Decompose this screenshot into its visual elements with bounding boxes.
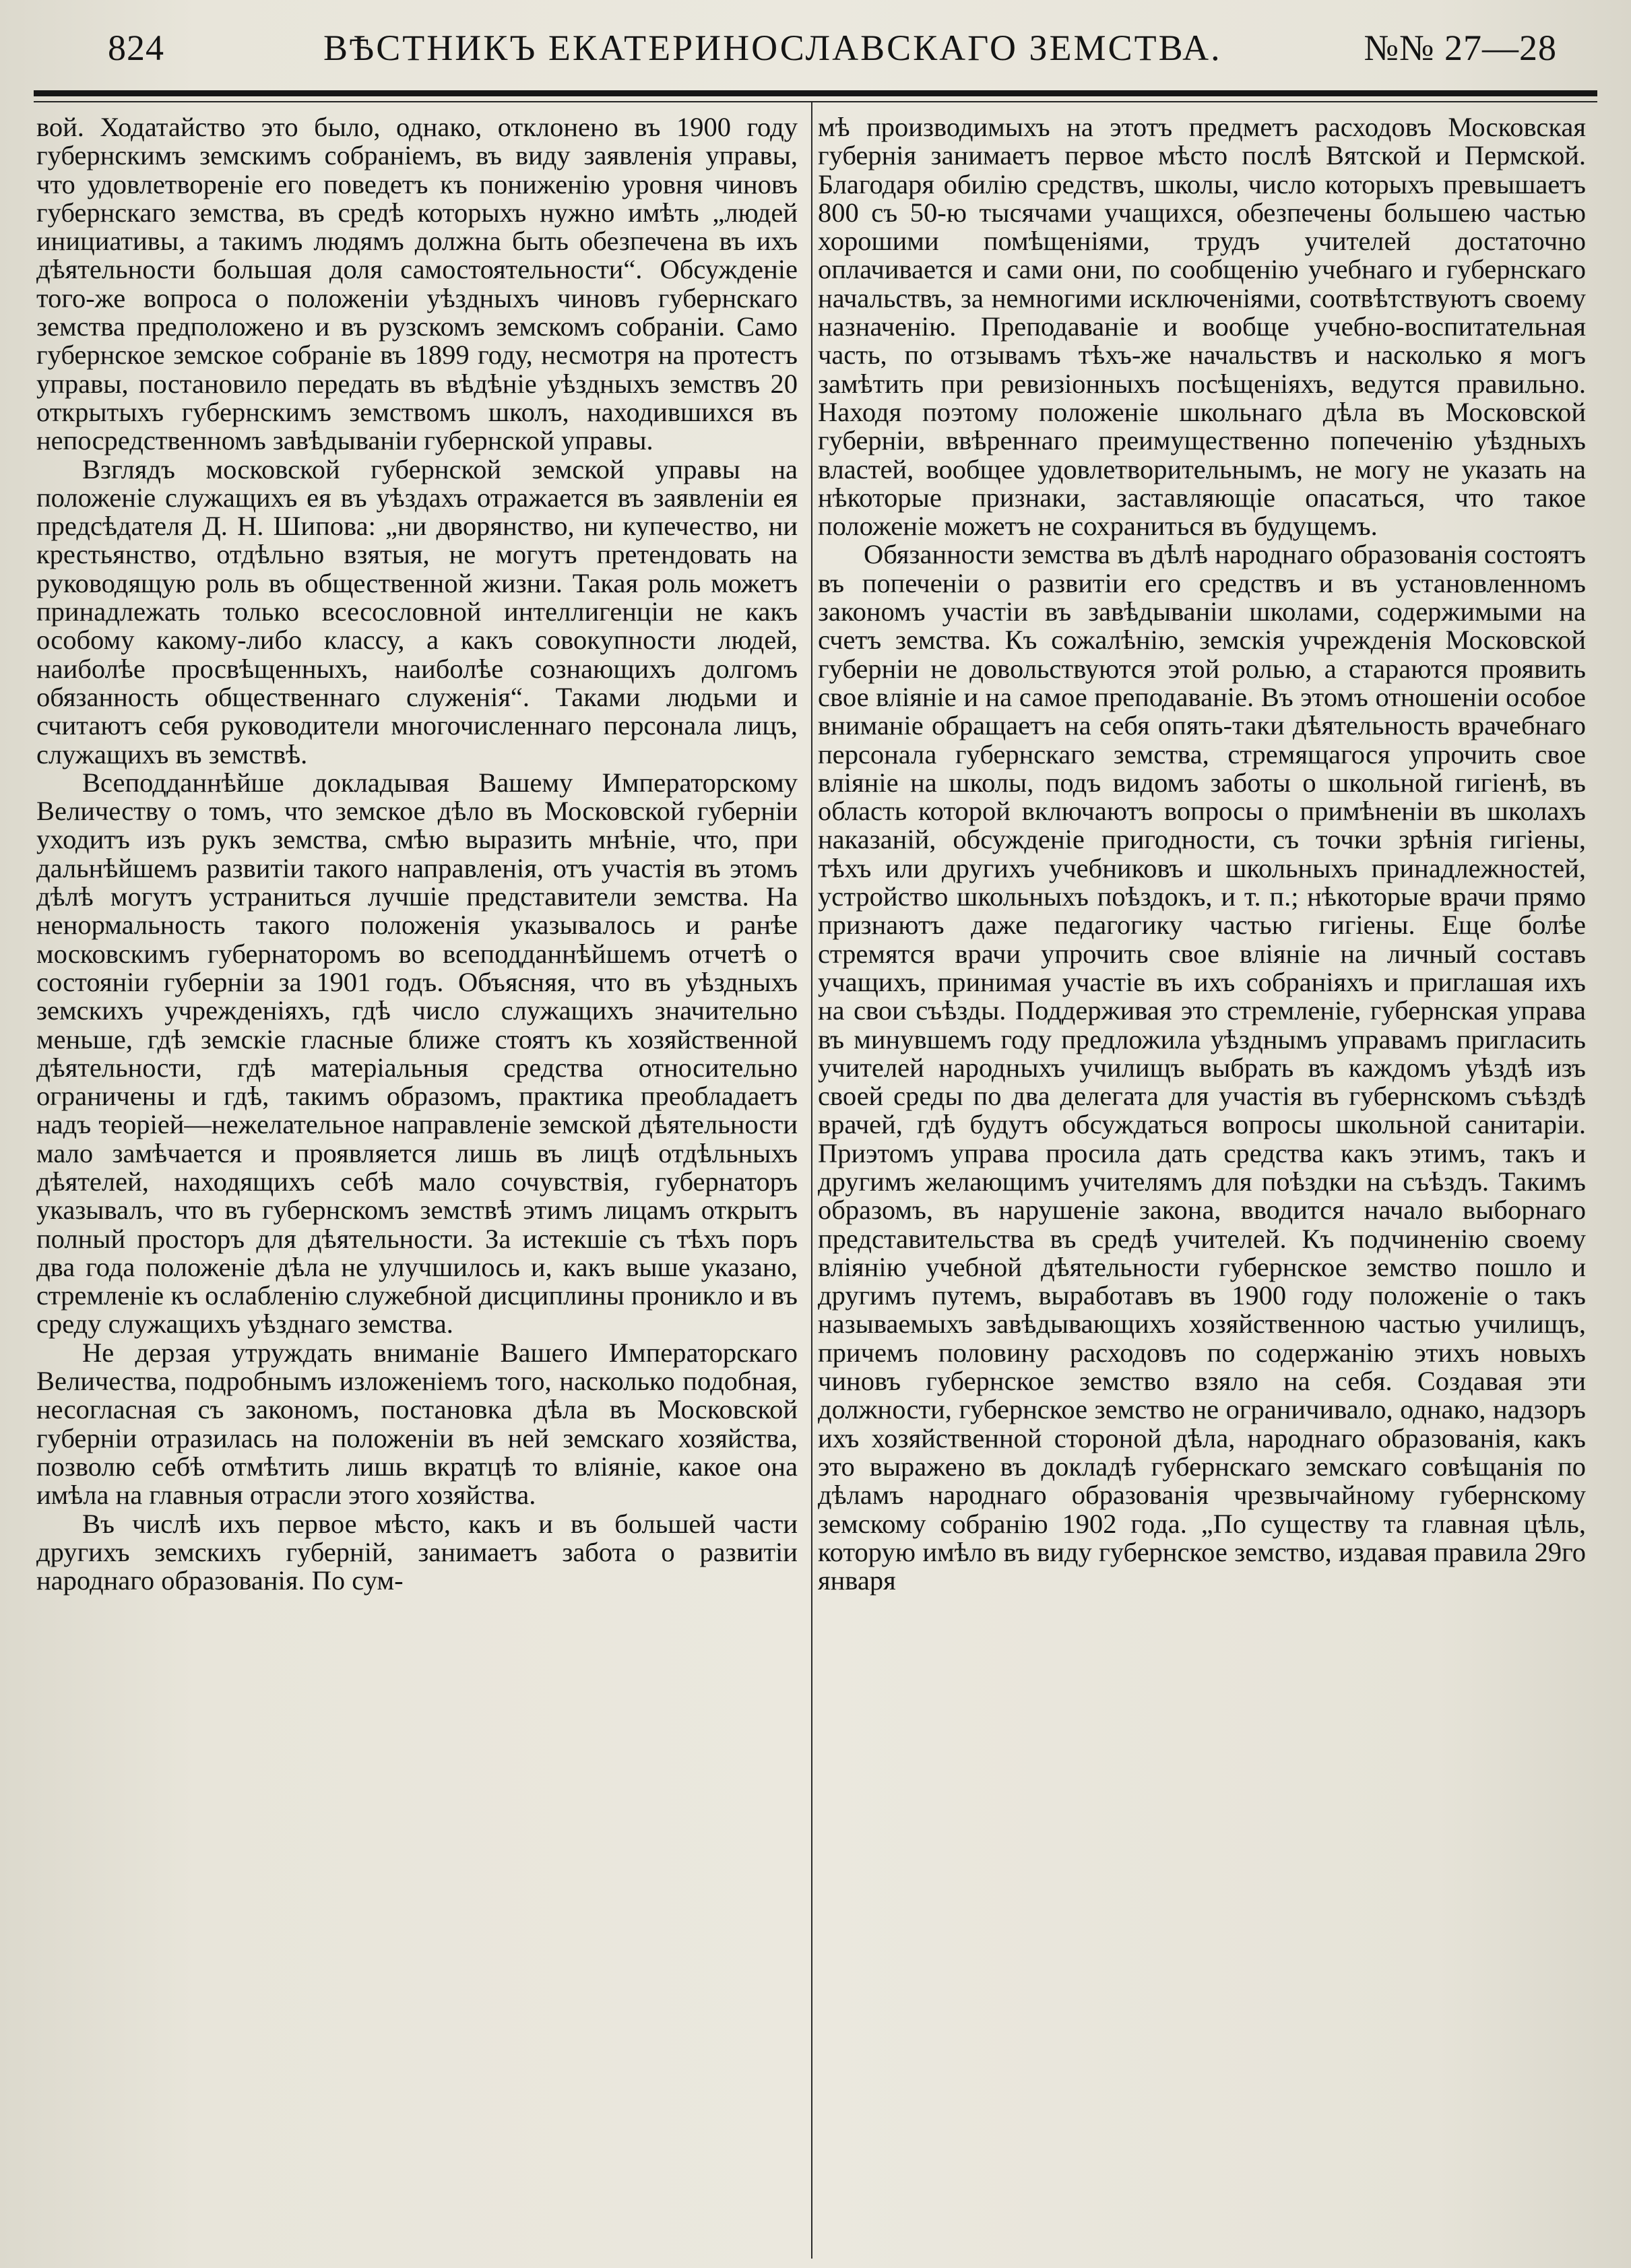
paragraph: Обязанности земства въ дѣлѣ народнаго образованія состоятъ въ попеченіи о развитіи его средствъ и въ установленномъ закономъ участіи въ завѣдываніи школами, содержимыми на счетъ земства. Къ сожалѣнію, земскія учрежденія Московской губерніи не довольствуются этой ролью, а стараются проявить свое вліяніе и на самое преподаваніе. Въ этомъ отношеніи особое вниманіе обращаетъ на себя опять-таки дѣятельность врачебнаго персонала губернскаго земства, стремящагося упрочить свое вліяніе на школы, подъ видомъ заботы о школьной гигіенѣ, въ область которой включаютъ вопросы о примѣненіи въ школахъ наказаній, обсужденіе пригодности, съ точки зрѣнія гигіены, тѣхъ или другихъ учебниковъ и школьныхъ принадлежностей, устройство школьныхъ поѣздокъ, и т. п.; нѣкоторые врачи прямо признаютъ даже педагогику частью гигіены. Еще болѣе стремятся врачи упрочить свое вліяніе на личный составъ учащихъ, принимая участіе въ ихъ собраніяхъ и приглашая ихъ на свои съѣзды. Поддерживая это стремленіе, губернская управа въ минувшемъ году предложила уѣзднымъ управамъ пригласить учителей народныхъ училищъ выбрать въ каждомъ уѣздѣ изъ своей среды по два делегата для участія въ губернскомъ съѣздѣ врачей, гдѣ будутъ обсуждаться вопросы школьной санитаріи. Приэтомъ управа просила дать средства какъ этимъ, такъ и другимъ желающимъ учителямъ для поѣздки на съѣздъ. Такимъ образомъ, въ нарушеніе закона, вводится начало выборнаго представительства въ средѣ учителей. Къ подчиненію своему вліянію учебной дѣятельности губернское земство пошло и другимъ путемъ, выработавъ въ 1900 году положеніе о такъ называемыхъ завѣдывающихъ хозяйственною частью училищъ, причемъ половину расходовъ по содержанію этихъ новыхъ чиновъ губернское земство взяло на себя. Создавая эти должности, губернское земство не ограничивало, однако, надзоръ ихъ хозяйственной стороной дѣла, народнаго образованія, какъ это выражено въ докладѣ губернскаго земскаго совѣщанія по дѣламъ народнаго образованія чрезвычайному губернскому земскому собранію 1902 года. „По существу та главная цѣль, которую имѣло въ виду губернское земство, издавая правила 29го января	[818, 539, 1586, 1596]
paragraph: вой. Ходатайство это было, однако, отклонено въ 1900 году губернскимъ земскимъ собраніемъ, въ виду заявленія управы, что удовлетвореніе его поведетъ къ пониженію уровня чиновъ губернскаго земства, въ средѣ которыхъ нужно имѣть „людей инициативы, а такимъ людямъ должна быть обезпечена въ ихъ дѣятельности большая доля самостоятельности“. Обсужденіе того-же вопроса о положеніи уѣздныхъ чиновъ губернскаго земства предположено и въ рузскомъ земскомъ собраніи. Само губернское земское собраніе въ 1899 году, несмотря на протестъ управы, постановило передать въ вѣдѣніе уѣздныхъ земствъ 20 открытыхъ губернскимъ земствомъ школъ, находившихся въ непосредственномъ завѣдываніи губернской управы.	[36, 112, 798, 456]
paragraph: мѣ производимыхъ на этотъ предметъ расходовъ Московская губернія занимаетъ первое мѣсто послѣ Вятской и Пермской. Благодаря обилію средствъ, школы, число которыхъ превышаетъ 800 съ 50-ю тысячами учащихся, обезпечены большею частью хорошими помѣщеніями, трудъ учителей достаточно оплачивается и сами они, по сообщенію учебнаго и губернскаго начальствъ, за немногими исключеніями, соотвѣтствуютъ своему назначенію. Преподаваніе и вообще учебно-воспитательная часть, по отзывамъ тѣхъ-же начальствъ и насколько я могъ замѣтить при ревизіонныхъ посѣщеніяхъ, ведутся правильно. Находя поэтому положеніе школьнаго дѣла въ Московской губерніи, ввѣреннаго преимущественно попеченію уѣздныхъ властей, вообщее удовлетворительнымъ, не могу не указать на нѣкоторые признаки, заставляющіе опасаться, что такое положеніе можетъ не сохраниться въ будущемъ.	[818, 112, 1586, 542]
paragraph: Взглядъ московской губернской земской управы на положеніе служащихъ ея въ уѣздахъ отражается въ заявленіи ея предсѣдателя Д. Н. Шипова: „ни дворянство, ни купечество, ни крестьянство, отдѣльно взятыя, не могутъ претендовать на руководящую роль въ общественной жизни. Такая роль можетъ принадлежать только всесословной интеллигенціи не какъ особому какому-либо классу, а какъ совокупности людей, наиболѣе просвѣщенныхъ, наиболѣе сознающихъ долгомъ обязанность общественнаго служенія“. Таками людьми и считаютъ себя руководители многочисленнаго персонала лицъ, служащихъ въ земствѣ.	[36, 453, 798, 769]
journal-title: ВѢСТНИКЪ ЕКАТЕРИНОСЛАВСКАГО ЗЕМСТВА.	[323, 28, 1222, 68]
paragraph: Всеподданнѣйше докладывая Вашему Императорскому Величеству о томъ, что земское дѣло въ Московской губерніи уходитъ изъ рукъ земства, смѣю выразить мнѣніе, что, при дальнѣйшемъ развитіи такого направленія, отъ участія въ этомъ дѣлѣ могутъ устраниться лучшіе представители земства. На ненормальность такого положенія указывалось и ранѣе московскимъ губернаторомъ во всеподданнѣйшемъ отчетѣ о состояніи губерніи за 1901 годъ. Объясняя, что въ уѣздныхъ земскихъ учрежденіяхъ, гдѣ число служащихъ значительно меньше, гдѣ земскіе гласные ближе стоятъ къ хозяйственной дѣятельности, гдѣ матеріальныя средства относительно ограничены и гдѣ, такимъ образомъ, практика преобладаетъ надъ теоріей—нежелательное направленіе земской дѣятельности мало замѣчается и проявляется лишь въ лицѣ отдѣльныхъ дѣятелей, находящихъ себѣ мало сочувствія, губернаторъ указывалъ, что въ губернскомъ земствѣ этимъ лицамъ открытъ полный просторъ для дѣятельности. За истекшіе съ тѣхъ поръ два года положеніе дѣла не улучшилось и, какъ выше указано, стремленіе къ ослабленію служебной дисциплины проникло и въ среду служащихъ уѣзднаго земства.	[36, 767, 798, 1340]
right-column	[818, 113, 1586, 1595]
header-rule-thin	[34, 101, 1597, 102]
left-column	[36, 113, 798, 1595]
paragraph: Не дерзая утруждать вниманіе Вашего Императорскаго Величества, подробнымъ изложеніемъ того, насколько подобная, несогласная съ закономъ, постановка дѣла въ Московской губерніи отразилась на положеніи въ ней земскаго хозяйства, позволю себѣ отмѣтить лишь вкратцѣ то вліяніе, какое она имѣла на главныя отрасли этого хозяйства.	[36, 1337, 798, 1511]
page-header	[34, 18, 1597, 78]
paragraph: Въ числѣ ихъ первое мѣсто, какъ и въ большей части другихъ земскихъ губерній, занимаетъ забота о развитіи народнаго образованія. По сум-	[36, 1508, 798, 1596]
header-rule-thick	[34, 90, 1597, 96]
column-divider	[811, 102, 812, 2259]
page-number: 824	[108, 28, 164, 68]
issue-number: №№ 27—28	[1364, 28, 1557, 68]
